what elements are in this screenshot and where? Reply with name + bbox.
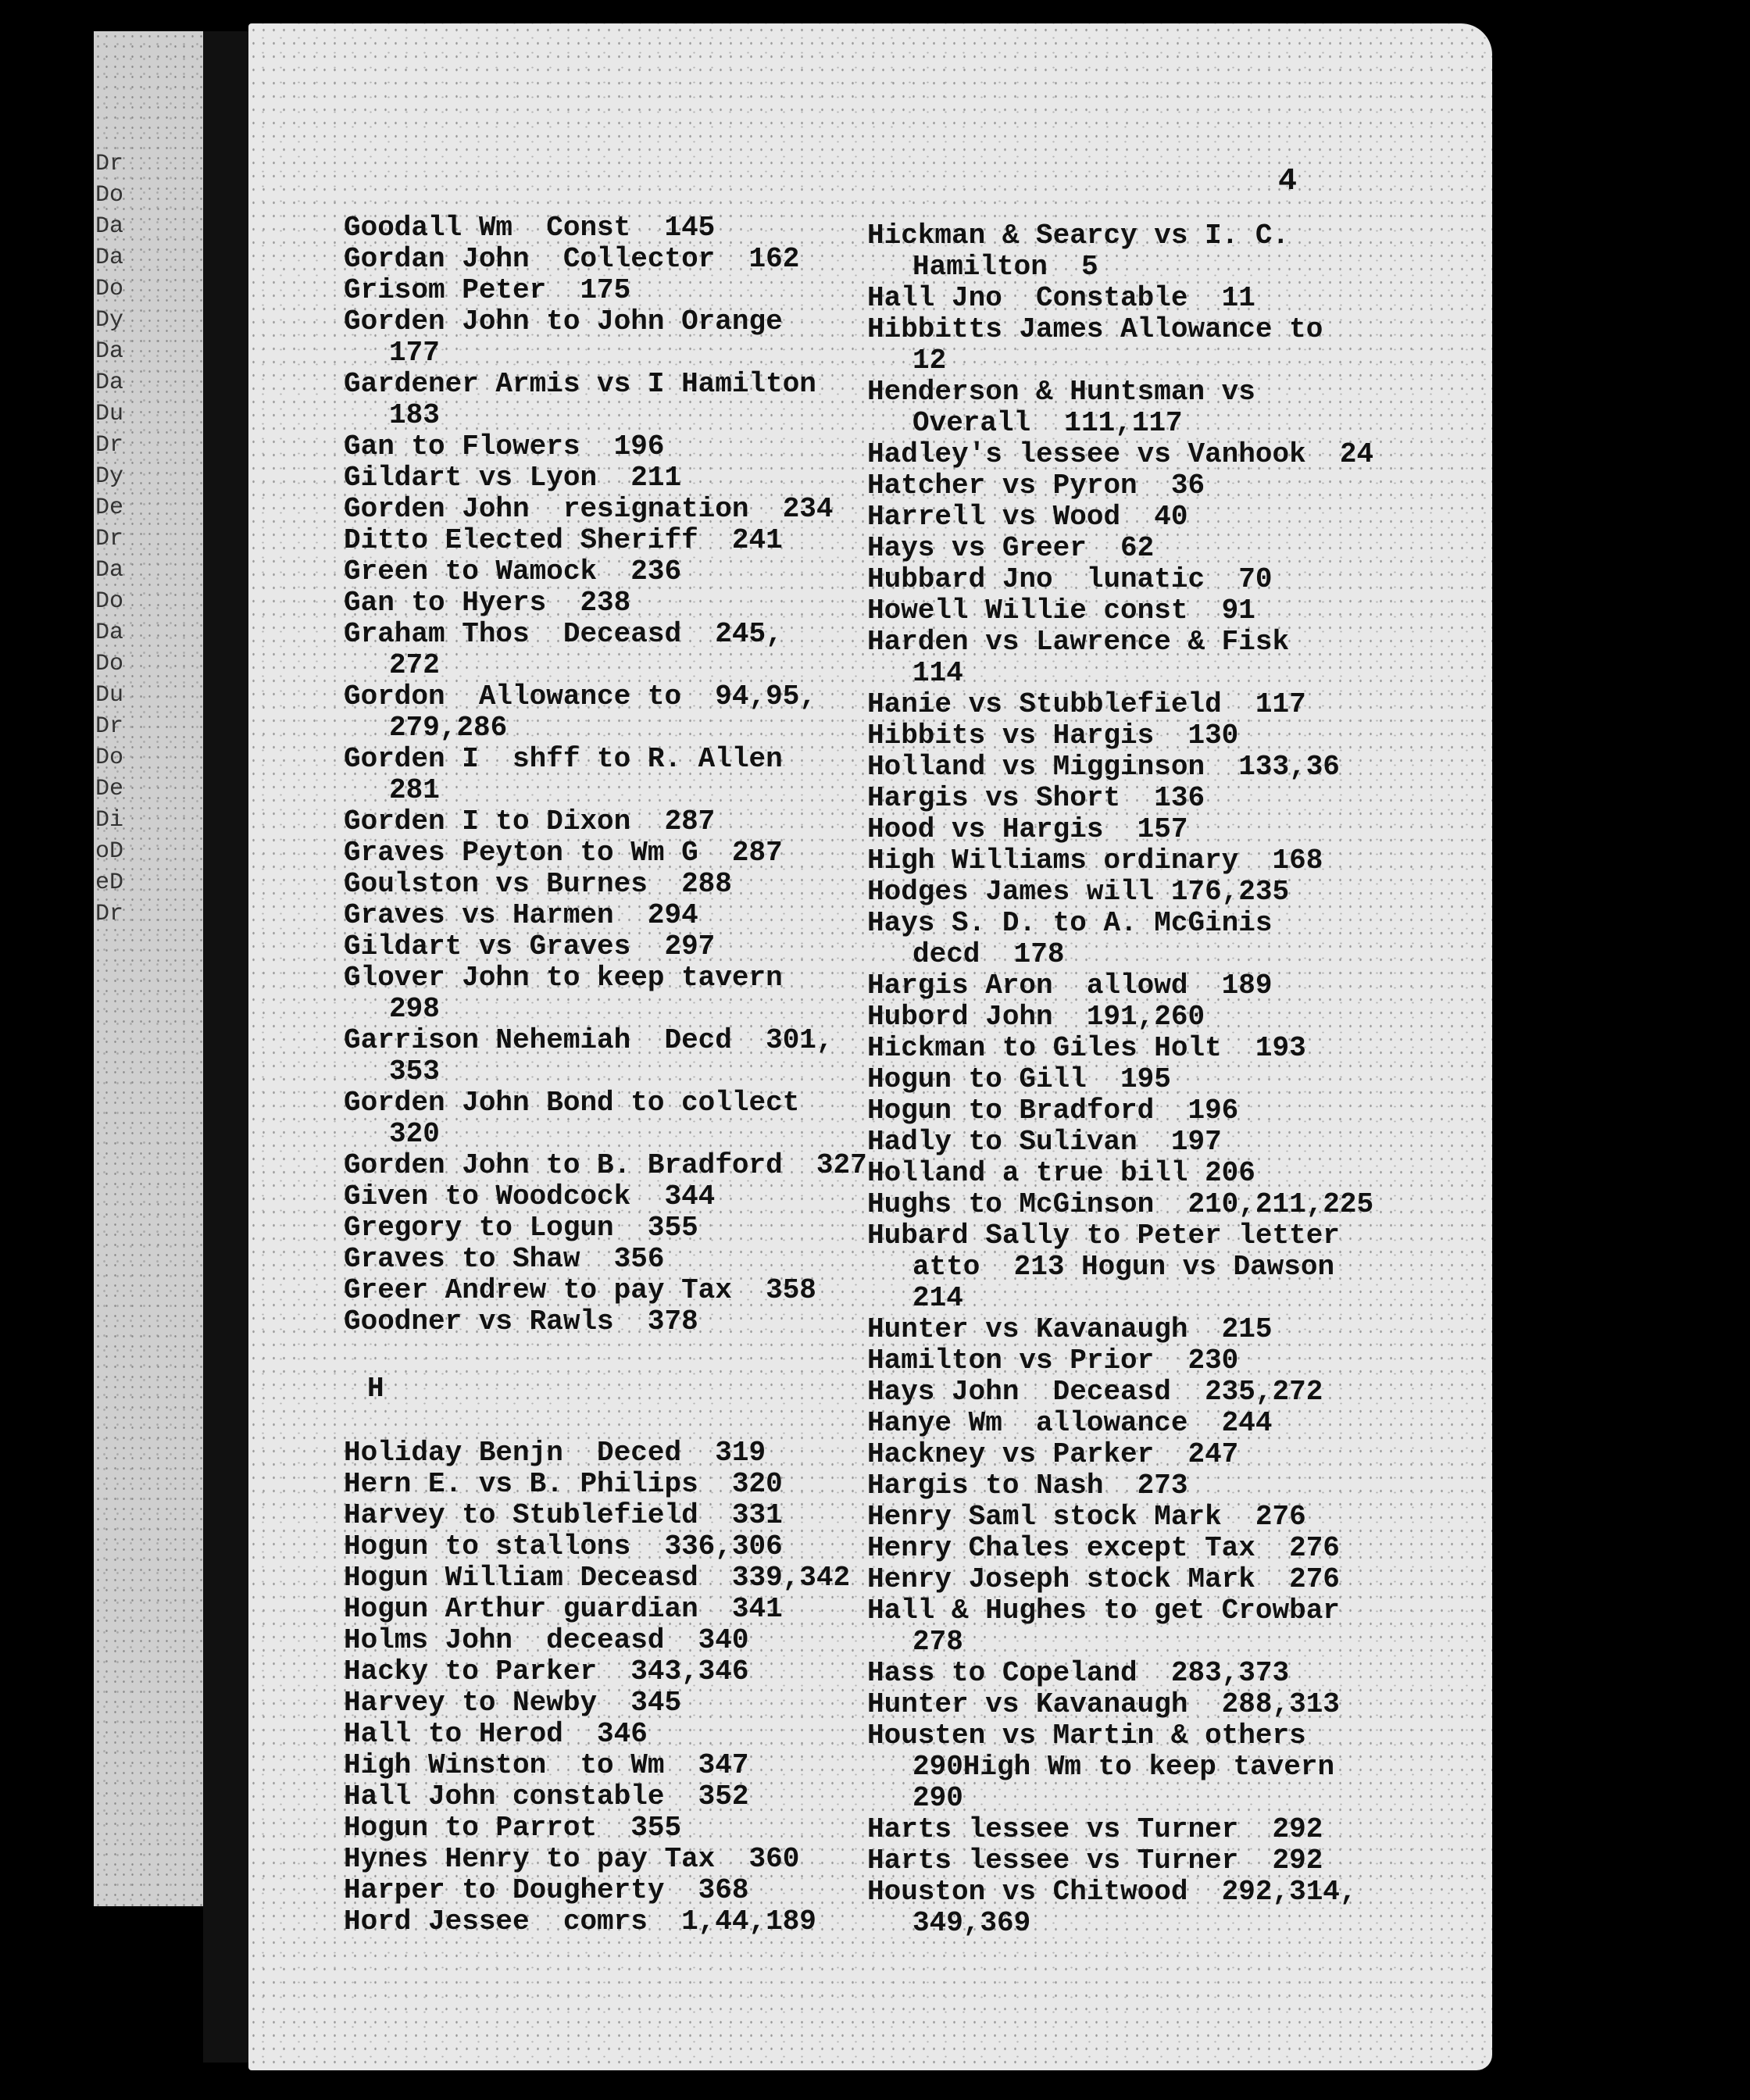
section-letter: H <box>367 1373 384 1405</box>
index-entry: Holland vs Migginson 133,36 <box>867 751 1340 783</box>
index-entry: Hatcher vs Pyron 36 <box>867 470 1205 502</box>
index-entry-continuation: 183 <box>389 399 440 431</box>
index-entry: Harrell vs Wood 40 <box>867 501 1188 533</box>
index-entry: Harts lessee vs Turner 292 <box>867 1845 1323 1877</box>
page-number: 4 <box>1278 164 1298 199</box>
index-entry: Hall John constable 352 <box>344 1780 749 1812</box>
index-entry: Hall Jno Constable 11 <box>867 282 1255 314</box>
index-entry: Given to Woodcock 344 <box>344 1180 716 1212</box>
index-entry: Hibbitts James Allowance to <box>867 313 1323 345</box>
index-entry: Glover John to keep tavern <box>344 962 783 994</box>
index-entry: Hall to Herod 346 <box>344 1718 648 1750</box>
index-entry: Henry Joseph stock Mark 276 <box>867 1563 1340 1595</box>
index-entry: Gorden I shff to R. Allen <box>344 743 783 775</box>
index-entry: Hodges James will 176,235 <box>867 876 1290 908</box>
index-entry: Graham Thos Deceasd 245, <box>344 618 783 650</box>
index-entry: Hord Jessee comrs 1,44,189 <box>344 1905 816 1938</box>
index-entry: Harden vs Lawrence & Fisk <box>867 626 1290 658</box>
index-entry: Houston vs Chitwood 292,314, <box>867 1876 1357 1908</box>
index-entry: Hamilton vs Prior 230 <box>867 1345 1239 1377</box>
index-entry: Hood vs Hargis 157 <box>867 813 1188 845</box>
edge-fragment: Dr <box>95 901 124 927</box>
index-entry-continuation: Overall 111,117 <box>912 407 1183 439</box>
index-entry-continuation: 114 <box>912 657 963 689</box>
index-entry: Gorden John Bond to collect <box>344 1087 800 1119</box>
index-entry-continuation: 281 <box>389 774 440 806</box>
edge-fragment: Dr <box>95 151 124 177</box>
index-entry-continuation: 12 <box>912 345 947 377</box>
index-entry-continuation: 214 <box>912 1282 963 1314</box>
index-entry-continuation: atto 213 Hogun vs Dawson <box>912 1251 1335 1283</box>
index-entry-continuation: 272 <box>389 649 440 681</box>
index-entry: Hogun William Deceasd 339,342 <box>344 1562 851 1594</box>
edge-fragment: Do <box>95 588 124 615</box>
index-entry: Goulston vs Burnes 288 <box>344 868 732 900</box>
index-entry: Hays John Deceasd 235,272 <box>867 1376 1323 1408</box>
edge-fragment: Di <box>95 807 124 834</box>
index-entry: Henderson & Huntsman vs <box>867 376 1255 408</box>
index-entry-continuation: 349,369 <box>912 1907 1031 1939</box>
index-entry: Gorden John to B. Bradford 327 <box>344 1149 867 1181</box>
index-entry: Howell Willie const 91 <box>867 595 1255 627</box>
index-entry: Gildart vs Lyon 211 <box>344 462 682 494</box>
index-entry: Graves vs Harmen 294 <box>344 899 698 931</box>
h-entries-right <box>867 220 1414 1939</box>
index-entry: Hogun to Gill 195 <box>867 1063 1171 1095</box>
index-entry: Henry Chales except Tax 276 <box>867 1532 1340 1564</box>
index-entry: Harvey to Newby 345 <box>344 1687 682 1719</box>
index-entry: Gorden John to John Orange <box>344 305 783 338</box>
index-entry: Hanie vs Stubblefield 117 <box>867 688 1306 720</box>
index-entry: Hogun to Bradford 196 <box>867 1095 1239 1127</box>
index-entry: Hogun to stallons 336,306 <box>344 1530 783 1562</box>
adjacent-page-text <box>95 148 123 930</box>
index-entry-continuation: 290High Wm to keep tavern <box>912 1751 1335 1783</box>
index-entry: Harts lessee vs Turner 292 <box>867 1813 1323 1845</box>
index-entry: High Winston to Wm 347 <box>344 1749 749 1781</box>
edge-fragment: eD <box>95 870 124 896</box>
index-entry: Graves to Shaw 356 <box>344 1243 665 1275</box>
index-entry-continuation: decd 178 <box>912 938 1065 970</box>
index-entry: Hogun to Parrot 355 <box>344 1812 682 1844</box>
index-entry: Green to Wamock 236 <box>344 555 682 588</box>
index-entry: Greer Andrew to pay Tax 358 <box>344 1274 816 1306</box>
index-entry: Housten vs Martin & others <box>867 1720 1306 1752</box>
index-entry: Hays S. D. to A. McGinis <box>867 907 1273 939</box>
index-entry: Hunter vs Kavanaugh 288,313 <box>867 1688 1340 1720</box>
index-entry: Gorden I to Dixon 287 <box>344 805 716 838</box>
index-entry: Harper to Dougherty 368 <box>344 1874 749 1906</box>
edge-fragment: Do <box>95 182 124 209</box>
index-entry: Hubard Sally to Peter letter <box>867 1220 1340 1252</box>
index-entry-continuation: 353 <box>389 1055 440 1088</box>
index-entry: Hass to Copeland 283,373 <box>867 1657 1290 1689</box>
edge-fragment: Da <box>95 213 124 240</box>
index-entry: Gan to Hyers 238 <box>344 587 631 619</box>
edge-fragment: Dr <box>95 432 124 459</box>
index-entry: Goodall Wm Const 145 <box>344 212 716 244</box>
index-entry: Hubbard Jno lunatic 70 <box>867 563 1273 595</box>
index-entry: Hughs to McGinson 210,211,225 <box>867 1188 1374 1220</box>
edge-fragment: Da <box>95 245 124 271</box>
edge-fragment: Do <box>95 745 124 771</box>
index-entry: Hall & Hughes to get Crowbar <box>867 1595 1340 1627</box>
index-entry: Gan to Flowers 196 <box>344 430 665 462</box>
index-entry: Henry Saml stock Mark 276 <box>867 1501 1306 1533</box>
index-entry-continuation: 290 <box>912 1782 963 1814</box>
index-entry: Hynes Henry to pay Tax 360 <box>344 1843 800 1875</box>
g-entries <box>344 212 891 1338</box>
index-entry: Hunter vs Kavanaugh 215 <box>867 1313 1273 1345</box>
index-entry: Hargis to Nash 273 <box>867 1470 1188 1502</box>
index-entry-continuation: Hamilton 5 <box>912 251 1098 283</box>
edge-fragment: De <box>95 495 124 521</box>
edge-fragment: oD <box>95 838 124 865</box>
left-column <box>344 212 891 1938</box>
right-column <box>867 220 1414 1939</box>
h-entries-left <box>344 1438 891 1938</box>
index-entry: Hargis Aron allowd 189 <box>867 970 1273 1002</box>
index-entry: Hanye Wm allowance 244 <box>867 1407 1273 1439</box>
edge-fragment: Dr <box>95 526 124 552</box>
index-entry-continuation: 298 <box>389 993 440 1025</box>
index-entry: Hogun Arthur guardian 341 <box>344 1593 783 1625</box>
edge-fragment: Da <box>95 370 124 396</box>
index-entry: Gordan John Collector 162 <box>344 243 800 275</box>
index-entry: Hays vs Greer 62 <box>867 532 1155 564</box>
index-entry: High Williams ordinary 168 <box>867 845 1323 877</box>
adjacent-page-edge <box>94 31 203 1906</box>
index-entry-continuation: 177 <box>389 337 440 369</box>
index-entry-continuation: 279,286 <box>389 712 508 744</box>
edge-fragment: Dr <box>95 713 124 740</box>
index-entry: Hickman to Giles Holt 193 <box>867 1032 1306 1064</box>
index-entry: Gildart vs Graves 297 <box>344 930 716 962</box>
index-entry-continuation: 278 <box>912 1626 963 1658</box>
index-entry: Hibbits vs Hargis 130 <box>867 720 1239 752</box>
index-entry: Goodner vs Rawls 378 <box>344 1305 698 1338</box>
edge-fragment: De <box>95 776 124 802</box>
index-entry: Hacky to Parker 343,346 <box>344 1655 749 1688</box>
index-entry: Holiday Benjn Deced 319 <box>344 1437 766 1469</box>
index-entry: Gregory to Logun 355 <box>344 1212 698 1244</box>
index-entry: Gordon Allowance to 94,95, <box>344 680 816 712</box>
index-entry: Hubord John 191,260 <box>867 1001 1205 1033</box>
index-entry: Holland a true bill 206 <box>867 1157 1255 1189</box>
index-entry: Grisom Peter 175 <box>344 274 631 306</box>
edge-fragment: Da <box>95 338 124 365</box>
index-entry: Gorden John resignation 234 <box>344 493 834 525</box>
edge-fragment: Dy <box>95 463 124 490</box>
edge-fragment: Du <box>95 682 124 709</box>
index-entry: Hargis vs Short 136 <box>867 782 1205 814</box>
index-entry: Hern E. vs B. Philips 320 <box>344 1468 783 1500</box>
edge-fragment: Do <box>95 276 124 302</box>
edge-fragment: Dy <box>95 307 124 334</box>
edge-fragment: Du <box>95 401 124 427</box>
index-entry: Harvey to Stublefield 331 <box>344 1499 783 1531</box>
index-entry-continuation: 320 <box>389 1118 440 1150</box>
index-entry: Hadly to Sulivan 197 <box>867 1126 1222 1158</box>
edge-fragment: Da <box>95 557 124 584</box>
index-entry: Garrison Nehemiah Decd 301, <box>344 1024 834 1056</box>
index-entry: Ditto Elected Sheriff 241 <box>344 524 783 556</box>
index-entry: Graves Peyton to Wm G 287 <box>344 837 783 869</box>
edge-fragment: Da <box>95 620 124 646</box>
index-entry: Holms John deceasd 340 <box>344 1624 749 1656</box>
index-entry: Hadley's lessee vs Vanhook 24 <box>867 438 1374 470</box>
edge-fragment: Do <box>95 651 124 677</box>
index-entry: Hackney vs Parker 247 <box>867 1438 1239 1470</box>
index-entry: Gardener Armis vs I Hamilton <box>344 368 816 400</box>
index-entry: Hickman & Searcy vs I. C. <box>867 220 1290 252</box>
